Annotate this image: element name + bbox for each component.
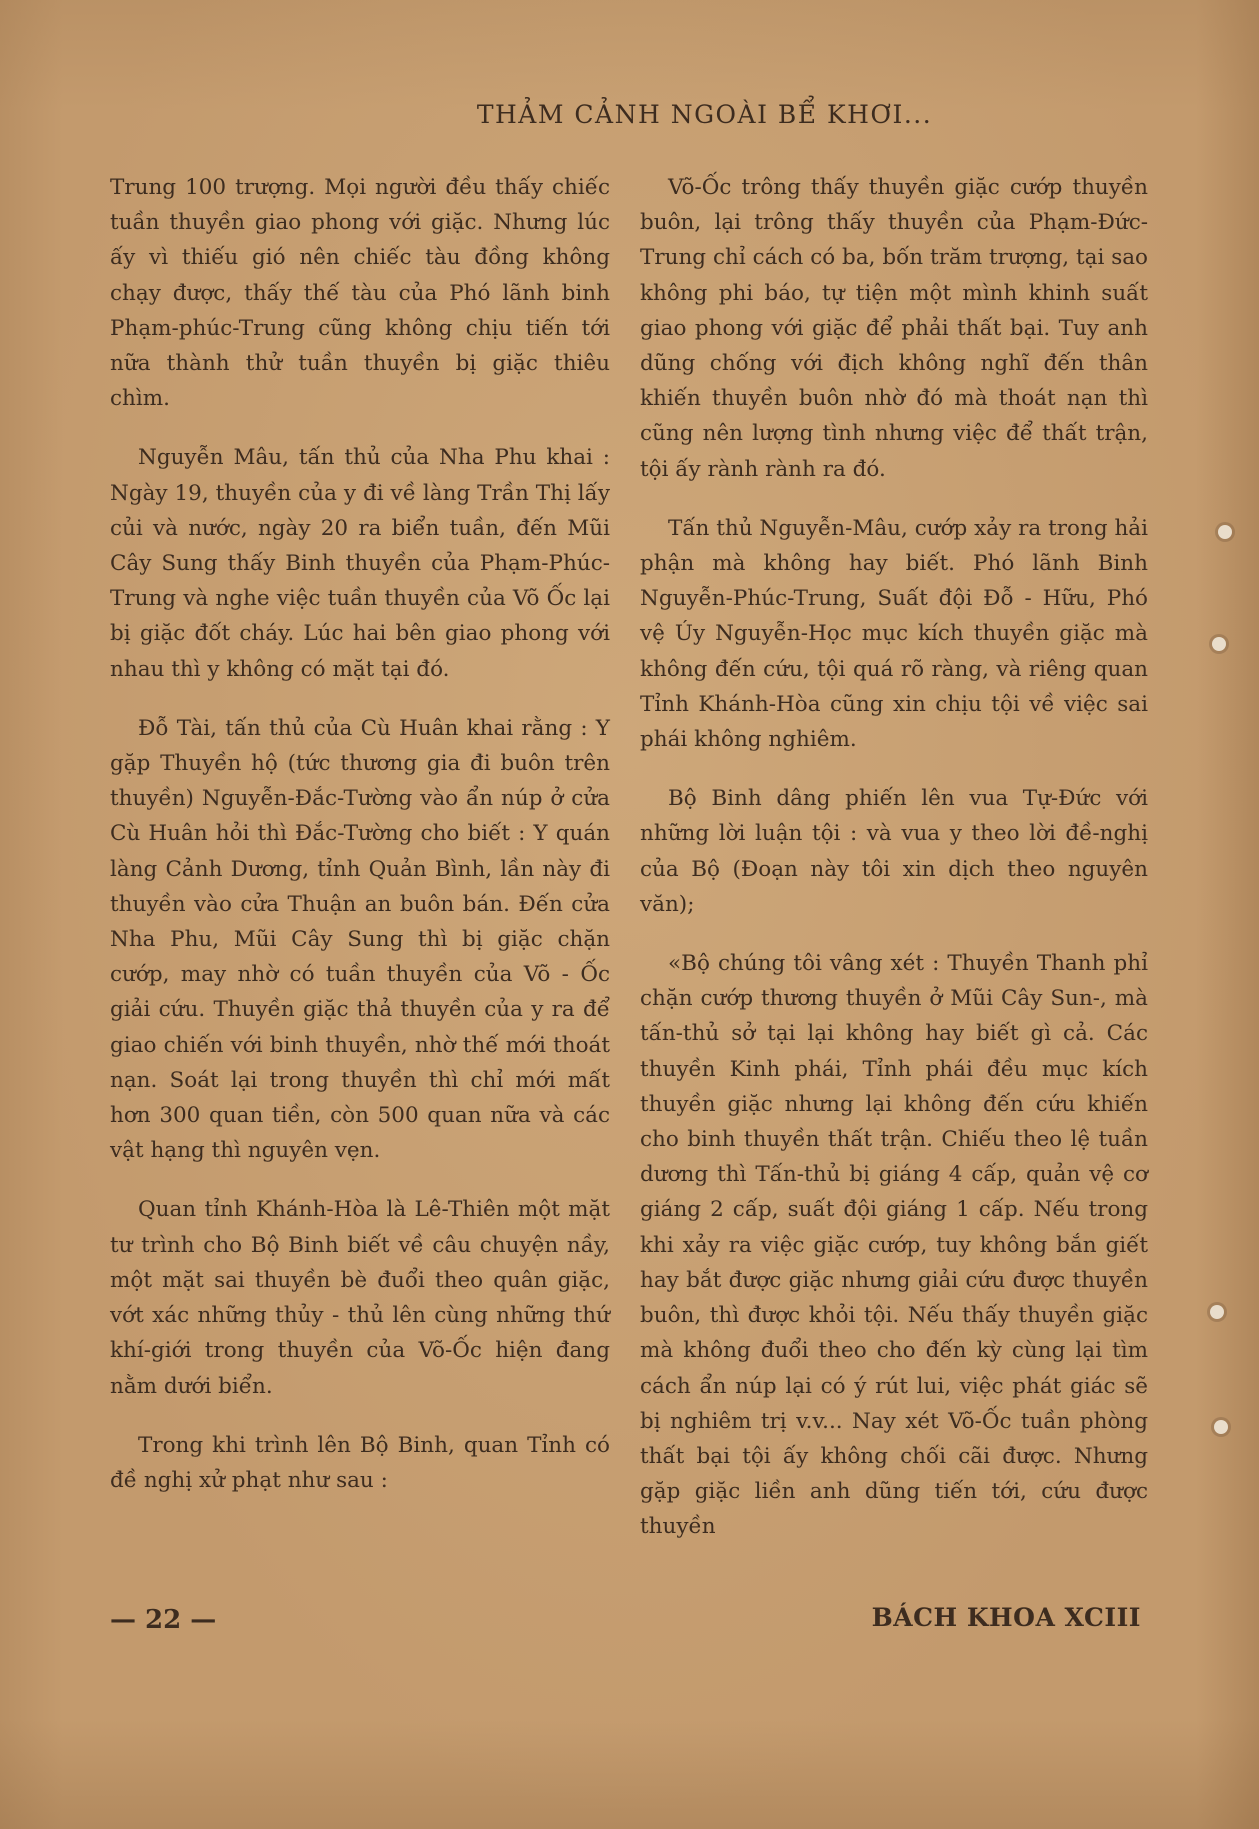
- publication-name: BÁCH KHOA XCIII: [871, 1603, 1141, 1632]
- paragraph: Trong khi trình lên Bộ Binh, quan Tỉnh có đề nghị xử phạt như sau :: [110, 1432, 610, 1493]
- paragraph: Trung 100 trượng. Mọi người đều thấy chiếc tuần thuyền giao phong với giặc. Nhưng lúc ấy vì thiếu gió nên chiếc tàu đồng không chạy được, thấy thế tàu của Phó lãnh binh Phạm-phúc-Trung cũng không chịu tiến tới nữa thành thử tuần thuyền bị giặc thiêu chìm.: [110, 175, 610, 412]
- left-column: [110, 170, 610, 1522]
- paragraph: Đỗ Tài, tấn thủ của Cù Huân khai rằng : Y gặp Thuyền hộ (tức thương gia đi buôn trên thuyền) Nguyễn-Đắc-Tường vào ẩn núp ở cửa Cù Huân hỏi thì Đắc-Tường cho biết : Y quán làng Cảnh Dương, tỉnh Quản Bình, lần này đi thuyền vào cửa Thuận an buôn bán. Đến cửa Nha Phu, Mũi Cây Sung thì bị giặc chặn cướp, may nhờ có tuần thuyền của Võ - Ốc giải cứu. Thuyền giặc thả thuyền của y ra để giao chiến với binh thuyền, nhờ thế mới thoát nạn. Soát lại trong thuyền thì chỉ mới mất hơn 300 quan tiền, còn 500 quan nữa và các vật hạng thì nguyên vẹn.: [110, 715, 610, 1164]
- right-column: [640, 170, 1148, 1569]
- paragraph: Tấn thủ Nguyễn-Mâu, cướp xảy ra trong hải phận mà không hay biết. Phó lãnh Binh Nguyễn-Phúc-Trung, Suất đội Đỗ - Hữu, Phó vệ Úy Nguyễn-Học mục kích thuyền giặc mà không đến cứu, tội quá rõ ràng, và riêng quan Tỉnh Khánh-Hòa cũng xin chịu tội về việc sai phái không nghiêm.: [640, 515, 1148, 753]
- binding-hole-icon: [1210, 1305, 1224, 1319]
- page-number: — 22 —: [110, 1605, 217, 1635]
- paragraph: «Bộ chúng tôi vâng xét : Thuyền Thanh phỉ chặn cướp thương thuyền ở Mũi Cây Sun-, mà tấn-thủ sở tại lại không hay biết gì cả. Các thuyền Kinh phái, Tỉnh phái đều mục kích thuyền giặc nhưng lại không đến cứu khiến cho binh thuyền thất trận. Chiếu theo lệ tuần dương thì Tấn-thủ bị giáng 4 cấp, quản vệ cơ giáng 2 cấp, suất đội giáng 1 cấp. Nếu trong khi xảy ra việc giặc cướp, tuy không bắn giết hay bắt được giặc nhưng giải cứu được thuyền buôn, thì được khỏi tội. Nếu thấy thuyền giặc mà không đuổi theo cho đến kỳ cùng lại tìm cách ẩn núp lại có ý rút lui, việc phát giác sẽ bị nghiêm trị v.v... Nay xét Võ-Ốc tuần phòng thất bại tội ấy không chối cãi được. Nhưng gặp giặc liền anh dũng tiến tới, cứu được thuyền: [640, 951, 1148, 1540]
- binding-hole-icon: [1214, 1420, 1228, 1434]
- paragraph: Võ-Ốc trông thấy thuyền giặc cướp thuyền buôn, lại trông thấy thuyền của Phạm-Đức-Trung chỉ cách có ba, bốn trăm trượng, tại sao không phi báo, tự tiện một mình khinh suất giao phong với giặc để phải thất bại. Tuy anh dũng chống với địch không nghĩ đến thân khiến thuyền buôn nhờ đó mà thoát nạn thì cũng nên lượng tình nhưng việc để thất trận, tội ấy rành rành ra đó.: [640, 175, 1148, 482]
- paragraph: Nguyễn Mâu, tấn thủ của Nha Phu khai : Ngày 19, thuyền của y đi về làng Trần Thị lấy củi và nước, ngày 20 ra biển tuần, đến Mũi Cây Sung thấy Binh thuyền của Phạm-Phúc-Trung và nghe việc tuần thuyền của Võ Ốc lại bị giặc đốt cháy. Lúc hai bên giao phong với nhau thì y không có mặt tại đó.: [110, 445, 610, 682]
- paragraph: Quan tỉnh Khánh-Hòa là Lê-Thiên một mặt tư trình cho Bộ Binh biết về câu chuyện nầy, một mặt sai thuyền bè đuổi theo quân giặc, vớt xác những thủy - thủ lên cùng những thứ khí-giới trong thuyền của Võ-Ốc hiện đang nằm dưới biển.: [110, 1197, 610, 1399]
- binding-hole-icon: [1212, 637, 1226, 651]
- binding-hole-icon: [1218, 525, 1232, 539]
- running-header: THẢM CẢNH NGOÀI BỂ KHƠI...: [476, 100, 933, 129]
- paragraph: Bộ Binh dâng phiến lên vua Tự-Đức với những lời luận tội : và vua y theo lời đề-nghị của Bộ (Đoạn này tôi xin dịch theo nguyên văn);: [640, 786, 1148, 917]
